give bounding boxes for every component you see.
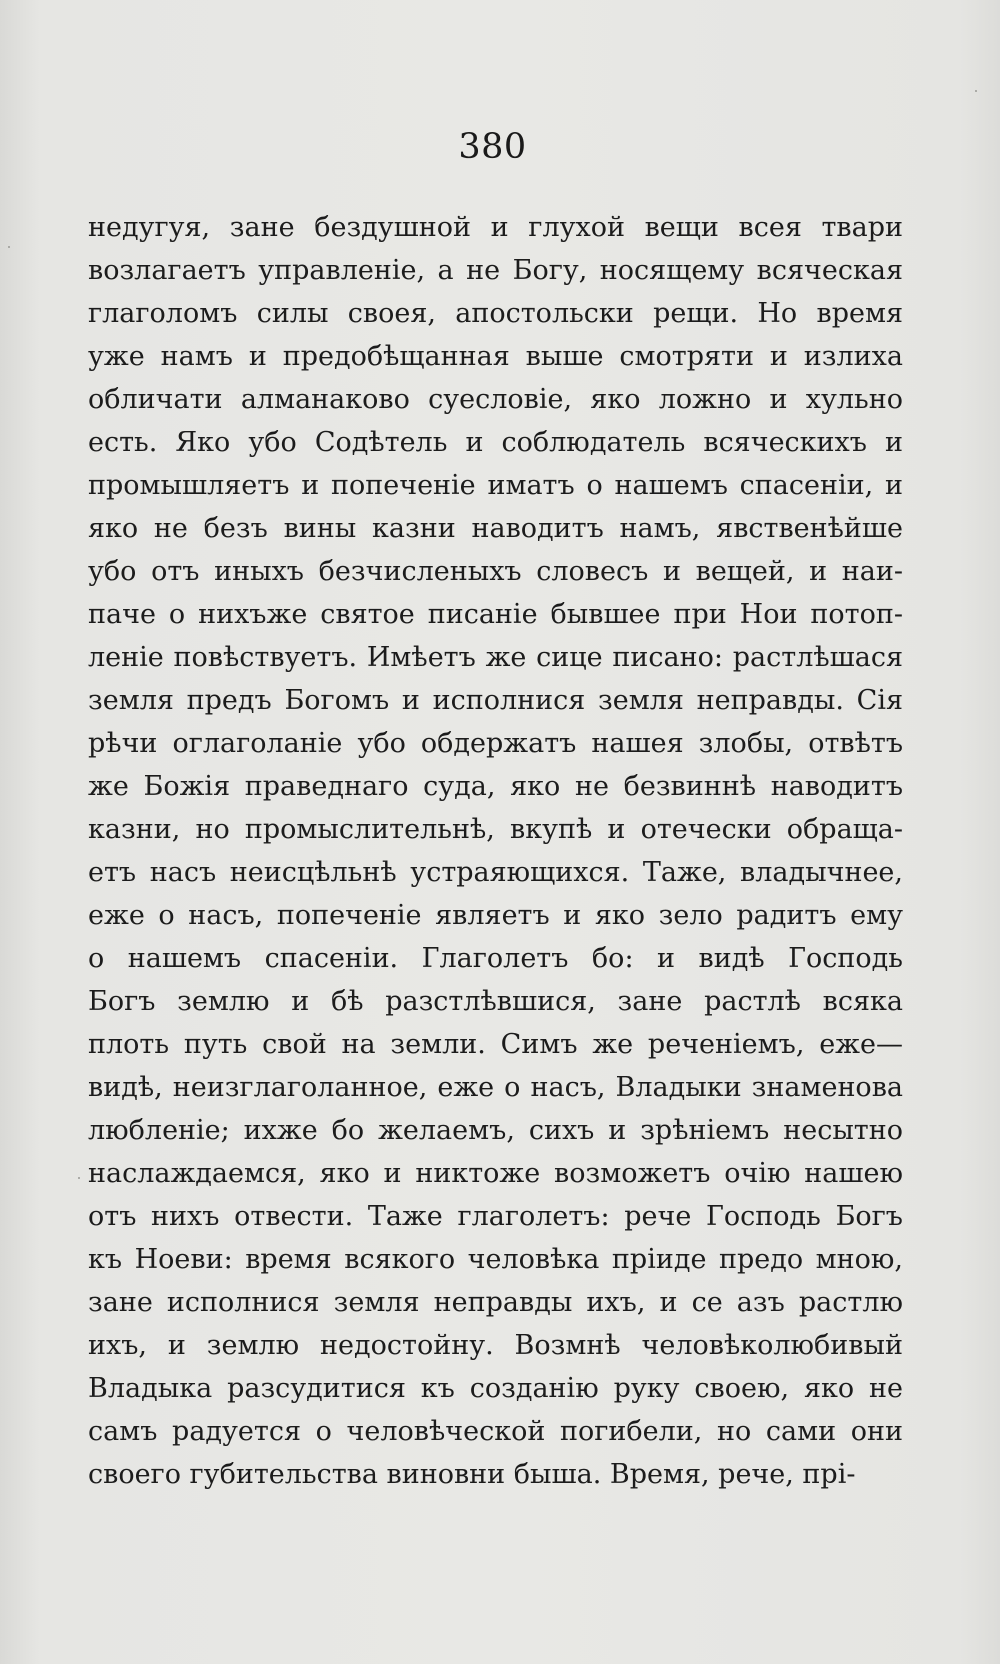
text-line: къ Ноеви: время всякого человѣка пріиде предо мною, — [88, 1244, 903, 1275]
text-line: глаголомъ силы своея, апостольски рещи. Но время — [88, 298, 903, 329]
text-line: леніе повѣствуетъ. Имѣетъ же сице писано: растлѣшася — [88, 642, 903, 673]
paper-speck — [8, 246, 10, 248]
paper-speck — [78, 1177, 80, 1179]
text-line: возлагаетъ управленіе, а не Богу, носящему всяческая — [88, 255, 903, 286]
text-line: любленіе; ихже бо желаемъ, сихъ и зрѣніемъ несытно — [88, 1115, 903, 1146]
text-line: промышляетъ и попеченіе иматъ о нашемъ спасеніи, и — [88, 470, 903, 501]
text-line: уже намъ и предобѣщанная выше смотряти и излиха — [88, 341, 903, 372]
text-line: Владыка разсудитися къ созданію руку своею, яко не — [88, 1373, 903, 1404]
text-line: самъ радуется о человѣческой погибели, но сами они — [88, 1416, 903, 1447]
page-number: 380 — [458, 127, 527, 167]
text-line: есть. Яко убо Содѣтель и соблюдатель всяческихъ и — [88, 427, 903, 458]
text-line: своего губительства виновни быша. Время, рече, прі- — [88, 1459, 856, 1490]
text-line: Богъ землю и бѣ разстлѣвшися, зане растлѣ всяка — [88, 986, 903, 1017]
text-line: обличати алманаково суесловіе, яко ложно и хульно — [88, 384, 903, 415]
text-line: плоть путь свой на земли. Симъ же реченіемъ, еже— — [88, 1029, 903, 1060]
text-line: казни, но промыслительнѣ, вкупѣ и отечески обраща- — [88, 814, 903, 845]
body-text — [88, 206, 903, 1496]
text-line: ихъ, и землю недостойну. Возмнѣ человѣколюбивый — [88, 1330, 903, 1361]
text-line: же Божія праведнаго суда, яко не безвиннѣ наводитъ — [88, 771, 903, 802]
paper-speck — [975, 90, 977, 92]
text-line: рѣчи оглаголаніе убо обдержатъ нашея злобы, отвѣтъ — [88, 728, 903, 759]
text-line: убо отъ иныхъ безчисленыхъ словесъ и вещей, и наи- — [88, 556, 903, 587]
text-line: еже о насъ, попеченіе являетъ и яко зело радитъ ему — [88, 900, 903, 931]
text-line: отъ нихъ отвести. Таже глаголетъ: рече Господь Богъ — [88, 1201, 903, 1232]
text-line: недугуя, зане бездушной и глухой вещи всея твари — [88, 212, 903, 243]
text-line: зане исполнися земля неправды ихъ, и се азъ растлю — [88, 1287, 903, 1318]
text-line: о нашемъ спасеніи. Глаголетъ бо: и видѣ Господь — [88, 943, 903, 974]
text-line: наслаждаемся, яко и никтоже возможетъ очію нашею — [88, 1158, 903, 1189]
text-line: яко не безъ вины казни наводитъ намъ, явственѣйше — [88, 513, 903, 544]
text-line: земля предъ Богомъ и исполнися земля неправды. Сія — [88, 685, 903, 716]
text-line: етъ насъ неисцѣльнѣ устраяющихся. Таже, владычнее, — [88, 857, 903, 888]
text-line: видѣ, неизглаголанное, еже о насъ, Владыки знаменова — [88, 1072, 903, 1103]
text-line: паче о нихъже святое писаніе бывшее при Нои потоп- — [88, 599, 903, 630]
